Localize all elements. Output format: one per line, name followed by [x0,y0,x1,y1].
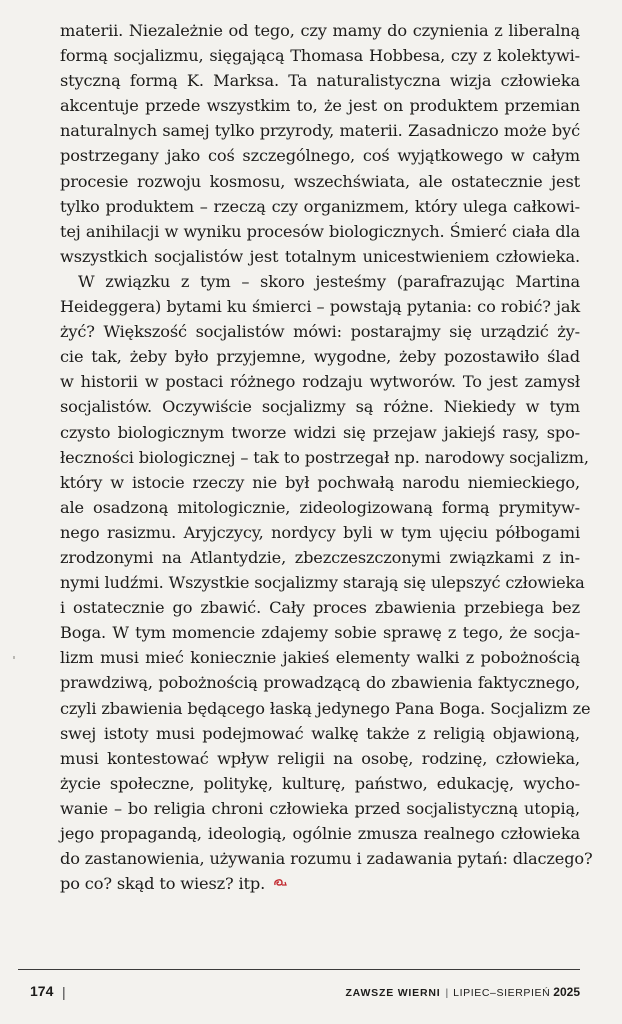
text-line [60,570,585,595]
text-line [60,93,580,118]
text-line-content: który w istocie rzeczy nie był pochwałą narodu niemieckiego, [60,472,580,492]
article-body [60,18,593,896]
text-line [60,545,580,570]
text-line [60,721,580,746]
text-line [60,169,580,194]
text-line-content: ale osadzoną mitologicznie, zideologizowaną formą prymityw- [60,497,580,517]
issue-year: 2025 [553,985,580,999]
page-number: 174 [30,983,54,999]
snail-icon [273,871,287,896]
text-line [60,595,580,620]
text-line [60,670,580,695]
text-line [60,118,580,143]
text-line-content: żyć? Większość socjalistów mówi: postarajmy się urządzić ży- [60,322,580,342]
text-line [60,645,580,670]
page-footer [18,983,580,1003]
magazine-name: ZAWSZE WIERNI [345,987,441,999]
text-line-content: lizm musi mieć koniecznie jakieś elementy walki z pobożnością [60,648,580,668]
text-line-content: akcentuje przede wszystkim to, że jest on produktem przemian [60,96,580,116]
text-line [60,520,580,545]
text-line [60,771,580,796]
text-line [60,445,589,470]
text-line-content: jego propagandą, ideologią, ogólnie zmusza realnego człowieka [60,824,580,843]
text-line [60,871,580,896]
text-line-content: materii. Niezależnie od tego, czy mamy do czynienia z liberalną [60,21,580,40]
text-line-content: W związku z tym – skoro jesteśmy (parafrazując Martina [78,271,580,291]
text-line-content: prawdziwą, pobożnością prowadzącą do zbawienia faktycznego, [60,673,580,693]
text-line-content: Boga. W tym momencie zdajemy sobie sprawę z tego, że socja- [60,623,580,643]
text-line [60,43,580,68]
text-line-content: w historii w postaci różnego rodzaju wytworów. To jest zamysł [60,372,580,392]
text-line [60,420,580,445]
text-line-content: naturalnych samej tylko przyrody, materii. Zasadniczo może być [60,121,580,141]
text-line-content: do zastanowienia, używania rozumu i zadawania pytań: dlaczego? [60,849,593,869]
text-line [60,620,580,645]
text-line-content: Heideggera) bytami ku śmierci – powstają pytania: co robić? jak [60,297,580,317]
text-line [60,470,580,495]
text-line [60,821,580,846]
text-line-content: życie społeczne, politykę, kulturę, państwo, edukację, wycho- [60,773,580,793]
footer-rule [18,969,580,970]
text-line-content: cie tak, żeby było przyjemne, wygodne, żeby pozostawiło ślad [60,347,580,367]
text-line [60,244,580,269]
text-line-content: po co? skąd to wiesz? itp. [60,874,266,894]
text-line-content: tej anihilacji w wyniku procesów biologicznych. Śmierć ciała dla [60,221,580,241]
text-line-content: nego rasizmu. Aryjczycy, nordycy byli w tym ujęciu półbogami [60,522,580,542]
page-number-separator: | [62,984,66,1000]
text-line [60,219,580,244]
text-line [60,746,580,771]
scan-speck [13,656,15,659]
text-line-content: czysto biologicznym tworze widzi się przejaw jakiejś rasy, spo- [60,422,580,442]
text-line-content: procesie rozwoju kosmosu, wszechświata, ale ostatecznie jest [60,171,580,191]
text-line-content: nymi ludźmi. Wszystkie socjalizmy starają się ulepszyć człowieka [60,573,585,593]
text-line-content: tylko produktem – rzeczą czy organizmem, który ulega całkowi- [60,196,580,216]
text-line-content: łeczności biologicznej – tak to postrzegał np. narodowy socjalizm, [60,447,589,467]
text-line [60,369,580,394]
text-line [60,846,593,871]
text-line [60,18,580,43]
text-line [60,269,580,294]
text-line-content: socjalistów. Oczywiście socjalizmy są różne. Niekiedy w tym [60,397,580,417]
text-line [60,495,580,520]
text-line-content: wanie – bo religia chroni człowieka przed socjalistyczną utopią, [60,798,580,818]
running-footer [345,985,580,999]
text-line-content: swej istoty musi podejmować walkę także z religią objawioną, [60,723,580,743]
text-line [60,319,580,344]
text-line-content: styczną formą K. Marksa. Ta naturalistyczna wizja człowieka [60,71,580,91]
text-line-content: czyli zbawienia będącego łaską jedynego Pana Boga. Socjalizm ze [60,698,591,718]
text-line [60,696,591,721]
text-line-content: musi kontestować wpływ religii na osobę, rodzinę, człowieka, [60,748,580,768]
footer-separator: | [445,987,449,999]
text-line-content: zrodzonymi na Atlantydzie, zbezczeszczonymi związkami z in- [60,547,580,567]
text-line [60,194,580,219]
text-line-content: i ostatecznie go zbawić. Cały proces zbawienia przebiega bez [60,598,580,618]
text-line-content: wszystkich socjalistów jest totalnym unicestwieniem człowieka. [60,246,580,266]
text-line [60,344,580,369]
text-line [60,394,580,419]
text-line-content: postrzegany jako coś szczególnego, coś wyjątkowego w całym [60,146,580,166]
issue-months: LIPIEC–SIERPIEŃ [453,987,551,999]
text-line [60,68,580,93]
text-line-content: formą socjalizmu, sięgającą Thomasa Hobbesa, czy z kolektywi- [60,46,580,66]
text-line [60,143,580,168]
text-line [60,294,580,319]
text-line [60,796,580,821]
